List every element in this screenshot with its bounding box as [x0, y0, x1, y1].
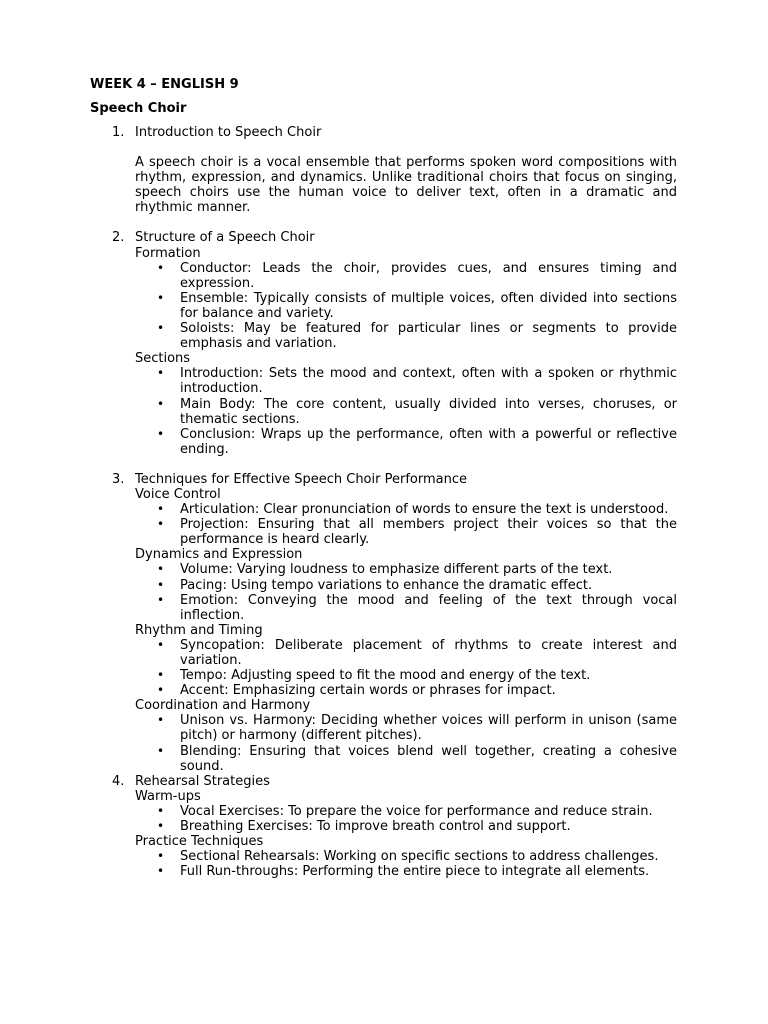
bullet-item [157, 668, 677, 684]
bullet-list [90, 804, 677, 834]
bullet-dot-icon: • [157, 321, 165, 336]
section-number: 2. [112, 230, 125, 246]
bullet-item [157, 260, 677, 291]
section-spacer [90, 215, 677, 230]
bullet-list [90, 562, 677, 622]
subsection-heading: Formation [135, 245, 201, 261]
bullet-item [157, 637, 677, 668]
bullet-dot-icon: • [157, 819, 165, 834]
bullet-item [157, 849, 677, 865]
bullet-text: Sectional Rehearsals: Working on specific sections to address challenges. [180, 849, 659, 865]
bullet-item [157, 819, 677, 835]
bullet-item [157, 713, 677, 744]
bullet-dot-icon: • [157, 290, 165, 305]
bullet-dot-icon: • [157, 260, 165, 275]
bullet-dot-icon: • [157, 562, 165, 577]
subsection-heading: Dynamics and Expression [135, 547, 303, 563]
bullet-item [157, 366, 677, 397]
bullet-dot-icon: • [157, 743, 165, 758]
list-section [90, 125, 677, 215]
bullet-dot-icon: • [157, 849, 165, 864]
subsection-heading: Voice Control [135, 486, 221, 502]
bullet-dot-icon: • [157, 577, 165, 592]
bullet-list [90, 638, 677, 698]
bullet-dot-icon: • [157, 396, 165, 411]
bullet-text: Volume: Varying loudness to emphasize different parts of the text. [180, 562, 613, 578]
week-heading: WEEK 4 – ENGLISH 9 [90, 77, 239, 92]
bullet-item [157, 592, 677, 623]
subsection-heading: Practice Techniques [135, 834, 264, 850]
bullet-list [90, 502, 677, 547]
bullet-dot-icon: • [157, 502, 165, 517]
bullet-text: Projection: Ensuring that all members project their voices so that the performance is heard clearly. [180, 517, 677, 548]
section-number: 4. [112, 773, 125, 789]
bullet-dot-icon: • [157, 683, 165, 698]
bullet-text: Blending: Ensuring that voices blend well together, creating a cohesive sound. [180, 743, 677, 774]
bullet-dot-icon: • [157, 864, 165, 879]
bullet-item [157, 803, 677, 819]
section-paragraph: A speech choir is a vocal ensemble that performs spoken word compositions with rhythm, expression, and dynamics. Unlike traditional choirs that focus on singing, speech choirs use the human voice to deliver text, often in a dramatic and rhythmic manner. [135, 155, 677, 216]
bullet-text: Breathing Exercises: To improve breath control and support. [180, 819, 571, 835]
subsection-heading: Sections [135, 351, 191, 367]
bullet-text: Emotion: Conveying the mood and feeling of the text through vocal inflection. [180, 592, 677, 623]
bullet-dot-icon: • [157, 592, 165, 607]
bullet-text: Accent: Emphasizing certain words or phrases for impact. [180, 683, 556, 699]
bullet-item [157, 864, 677, 880]
bullet-dot-icon: • [157, 366, 165, 381]
section-number: 3. [112, 471, 125, 487]
bullet-item [157, 502, 677, 518]
bullet-dot-icon: • [157, 713, 165, 728]
bullet-dot-icon: • [157, 668, 165, 683]
section-spacer [90, 457, 677, 472]
bullet-text: Syncopation: Deliberate placement of rhythms to create interest and variation. [180, 637, 677, 668]
bullet-item [157, 577, 677, 593]
subsection-heading: Coordination and Harmony [135, 698, 311, 714]
bullet-text: Tempo: Adjusting speed to fit the mood and energy of the text. [180, 668, 591, 684]
bullet-item [157, 290, 677, 321]
list-section [90, 230, 677, 456]
bullet-dot-icon: • [157, 637, 165, 652]
bullet-text: Main Body: The core content, usually divided into verses, choruses, or thematic sections. [180, 396, 677, 427]
bullet-text: Full Run-throughs: Performing the entire piece to integrate all elements. [180, 864, 650, 880]
bullet-text: Introduction: Sets the mood and context, often with a spoken or rhythmic introduction. [180, 366, 677, 397]
document-title: Speech Choir [90, 101, 187, 116]
bullet-text: Conclusion: Wraps up the performance, often with a powerful or reflective ending. [180, 426, 677, 457]
section-title: Rehearsal Strategies [135, 773, 270, 789]
bullet-dot-icon: • [157, 426, 165, 441]
section-title: Introduction to Speech Choir [135, 125, 322, 140]
bullet-list [90, 713, 677, 773]
subsection-heading: Rhythm and Timing [135, 622, 263, 638]
bullet-item [157, 683, 677, 699]
bullet-list [90, 366, 677, 457]
bullet-text: Soloists: May be featured for particular lines or segments to provide emphasis and variation. [180, 321, 677, 352]
section-title: Techniques for Effective Speech Choir Performance [135, 471, 467, 487]
bullet-text: Pacing: Using tempo variations to enhance the dramatic effect. [180, 577, 593, 593]
bullet-item [157, 517, 677, 548]
bullet-item [157, 562, 677, 578]
bullet-text: Conductor: Leads the choir, provides cues, and ensures timing and expression. [180, 260, 677, 291]
bullet-item [157, 743, 677, 774]
bullet-text: Ensemble: Typically consists of multiple voices, often divided into sections for balance and variety. [180, 290, 677, 321]
bullet-dot-icon: • [157, 803, 165, 818]
section-title: Structure of a Speech Choir [135, 230, 315, 246]
bullet-item [157, 321, 677, 352]
subsection-heading: Warm-ups [135, 788, 201, 804]
list-section [90, 472, 677, 774]
bullet-item [157, 396, 677, 427]
bullet-text: Vocal Exercises: To prepare the voice for performance and reduce strain. [180, 803, 653, 819]
bullet-list [90, 849, 677, 879]
bullet-list [90, 261, 677, 352]
section-number: 1. [112, 125, 125, 140]
bullet-text: Unison vs. Harmony: Deciding whether voices will perform in unison (same pitch) or harmony (different pitches). [180, 713, 677, 744]
bullet-dot-icon: • [157, 517, 165, 532]
document-body [90, 125, 677, 879]
list-section [90, 774, 677, 880]
bullet-text: Articulation: Clear pronunciation of words to ensure the text is understood. [180, 502, 669, 518]
bullet-item [157, 426, 677, 457]
